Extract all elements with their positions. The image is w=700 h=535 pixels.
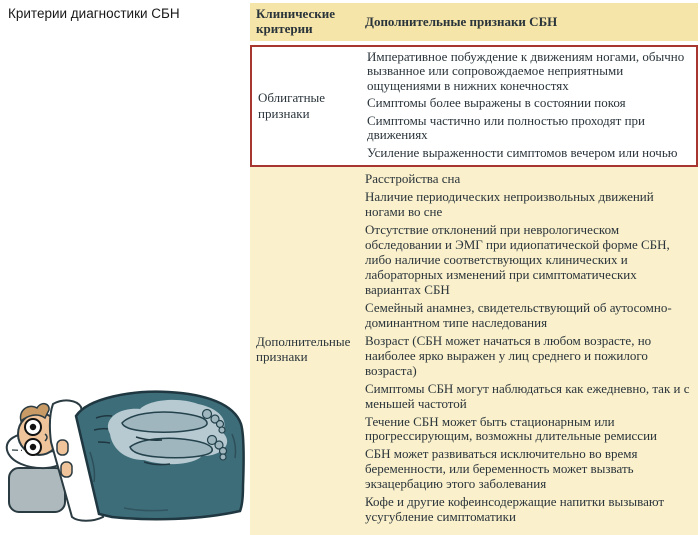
mattress	[9, 468, 65, 512]
additional-signs-label: Дополнительные признаки	[256, 333, 351, 365]
diagnosis-criteria-table	[250, 3, 698, 535]
additional-signs-items	[363, 170, 698, 528]
table-header-row	[250, 3, 698, 41]
table-row: Расстройства сна	[365, 171, 461, 187]
table-row: Отсутствие отклонений при неврологическом обследовании и ЭМГ при идиопатической форме СБН, либо наличие соответствующих клинических и лабораторных изменений при симптоматических вариантах СБН	[365, 222, 670, 298]
table-row: Течение СБН может быть стационарным или прогрессирующим, возможны длительные ремиссии	[365, 413, 657, 444]
header-additional-signs: Дополнительные признаки СБН	[365, 13, 558, 29]
obligate-signs-label: Облигатные признаки	[258, 90, 326, 121]
table-row: Наличие периодических непроизвольных движений ногами во сне	[365, 189, 654, 220]
header-clinical-criteria: Клинические критерии	[256, 6, 335, 37]
table-row: Кофе и другие кофеинсодержащие напитки вызывают усугубление симптоматики	[365, 494, 665, 525]
table-row: Симптомы СБН могут наблюдаться как ежедневно, так и с меньшей частотой	[365, 380, 690, 411]
foot	[130, 438, 212, 458]
table-row: Симптомы частично или полностью проходят при движениях	[367, 112, 645, 143]
table-row: Симптомы более выражены в состоянии покоя	[367, 95, 626, 111]
table-row: Семейный анамнез, свидетельствующий об аутосомно-доминантном типе наследования	[365, 299, 672, 330]
page-title: Критерии диагностики СБН	[8, 6, 180, 21]
man-in-bed-restless-feet-illustration	[4, 390, 246, 523]
obligate-signs-items	[365, 48, 696, 164]
section-additional-signs	[250, 167, 698, 535]
section-obligate-signs	[250, 45, 698, 168]
table-row: Императивное побуждение к движениям ногами, обычно вызванное или сопровождаемое неприятными ощущениями в нижних конечностях	[367, 48, 685, 93]
table-row: СБН может развиваться исключительно во время беременности, или беременность может вызвать экзацербацию этого заболевания	[365, 446, 638, 492]
table-row: Возраст (СБН может начаться в любом возрасте, но наиболее ярко выражен у лиц среднего и пожилого возраста)	[365, 332, 652, 378]
table-row: Усиление выраженности симптомов вечером или ночью	[367, 144, 678, 160]
